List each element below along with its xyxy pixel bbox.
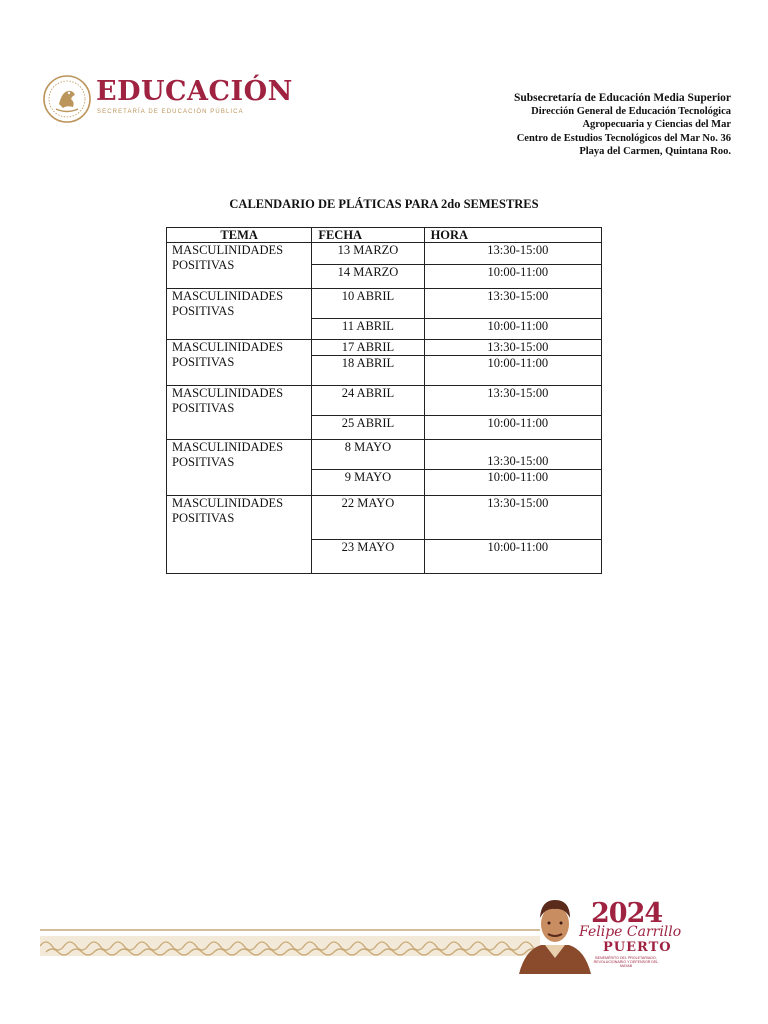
schedule-table bbox=[166, 227, 602, 574]
place-label: PUERTO bbox=[603, 940, 672, 955]
hora-cell: 10:00-11:00 bbox=[424, 416, 601, 440]
fecha-cell: 25 ABRIL bbox=[312, 416, 424, 440]
fecha-cell: 10 ABRIL bbox=[312, 289, 424, 319]
fecha-cell: 13 MARZO bbox=[312, 243, 424, 265]
tema-cell: MASCULINIDADES POSITIVAS bbox=[167, 289, 312, 340]
table-row bbox=[167, 289, 602, 319]
institution-header bbox=[514, 91, 731, 158]
fecha-cell: 24 ABRIL bbox=[312, 386, 424, 416]
header-line: Playa del Carmen, Quintana Roo. bbox=[579, 145, 731, 157]
header-line: Subsecretaría de Educación Media Superior bbox=[513, 92, 731, 104]
tema-cell: MASCULINIDADES POSITIVAS bbox=[167, 440, 312, 496]
hora-cell: 13:30-15:00 bbox=[424, 243, 601, 265]
hora-cell: 10:00-11:00 bbox=[424, 265, 601, 289]
header-line: Dirección General de Educación Tecnológica bbox=[531, 106, 731, 117]
tema-cell: MASCULINIDADES POSITIVAS bbox=[167, 340, 312, 386]
tema-cell: MASCULINIDADES POSITIVAS bbox=[167, 386, 312, 440]
table-row bbox=[167, 440, 602, 470]
table-row bbox=[167, 243, 602, 265]
fecha-cell: 23 MAYO bbox=[312, 540, 424, 574]
table-row bbox=[167, 496, 602, 540]
hora-cell: 13:30-15:00 bbox=[424, 340, 601, 356]
hora-cell: 13:30-15:00 bbox=[424, 496, 601, 540]
educacion-logo bbox=[42, 74, 293, 126]
table-row bbox=[167, 340, 602, 356]
coat-of-arms-icon bbox=[42, 74, 92, 124]
fecha-cell: 14 MARZO bbox=[312, 265, 424, 289]
decorative-pattern-band bbox=[40, 928, 540, 958]
hora-cell: 13:30-15:00 bbox=[424, 289, 601, 319]
fecha-cell: 22 MAYO bbox=[312, 496, 424, 540]
hora-cell: 10:00-11:00 bbox=[424, 356, 601, 386]
hora-cell: 13:30-15:00 bbox=[424, 440, 601, 470]
fecha-cell: 17 ABRIL bbox=[312, 340, 424, 356]
felipe-carrillo-puerto-emblem bbox=[515, 890, 735, 975]
header-line: Centro de Estudios Tecnológicos del Mar No. 36 bbox=[516, 132, 731, 144]
header-line: Agropecuaria y Ciencias del Mar bbox=[582, 119, 731, 131]
document-title: CALENDARIO DE PLÁTICAS PARA 2do SEMESTRES bbox=[229, 197, 539, 211]
year-label: 2024 bbox=[591, 898, 663, 929]
fecha-cell: 8 MAYO bbox=[312, 440, 424, 470]
tema-cell: MASCULINIDADES POSITIVAS bbox=[167, 243, 312, 289]
table-header-row bbox=[167, 228, 602, 243]
fecha-cell: 9 MAYO bbox=[312, 470, 424, 496]
logo-wordmark: EDUCACIÓN bbox=[96, 76, 293, 107]
logo-subtitle: SECRETARÍA DE EDUCACIÓN PÚBLICA bbox=[97, 109, 244, 115]
fine-print: BENEMÉRITO DEL PROLETARIADO, REVOLUCIONARIO Y DEFENSOR DEL MAYAB bbox=[593, 956, 659, 969]
name-label: Felipe Carrillo bbox=[579, 924, 682, 940]
fecha-cell: 18 ABRIL bbox=[312, 356, 424, 386]
table-row bbox=[167, 386, 602, 416]
hora-cell: 10:00-11:00 bbox=[424, 540, 601, 574]
fecha-cell: 11 ABRIL bbox=[312, 319, 424, 340]
column-header-hora: HORA bbox=[424, 228, 601, 243]
hora-cell: 10:00-11:00 bbox=[424, 319, 601, 340]
hora-cell: 13:30-15:00 bbox=[424, 386, 601, 416]
column-header-fecha: FECHA bbox=[312, 228, 424, 243]
tema-cell: MASCULINIDADES POSITIVAS bbox=[167, 496, 312, 574]
hora-cell: 10:00-11:00 bbox=[424, 470, 601, 496]
column-header-tema: TEMA bbox=[167, 228, 312, 243]
